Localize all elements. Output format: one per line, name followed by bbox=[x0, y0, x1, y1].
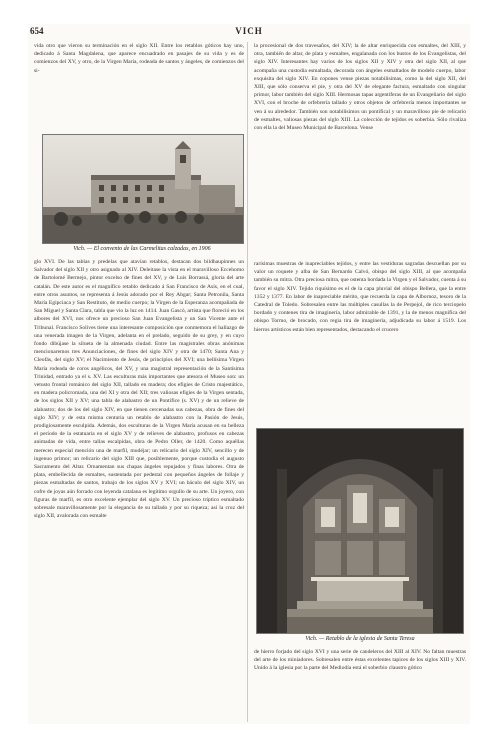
paragraph-col2-middle: rarísimas muestras de inapreciables tejidos, y entre las vestiduras sagradas descuellan por su valor un roquete y alba de San Bernardo Calvó, obispo del siglo XIII, al que acompaña también su mitra. Otra preciosa mitra, que ostenta bordada la Virgen y el Salvador, cuenta á su favor el siglo XIV. Tejido riquísimo es el de la capa pluvial del obispo Bellera, que la entre 1352 y 1377. En labor de inapreciable mérito, que recuerda la capa de Albornoz, tesoro de la Catedral de Toledo. Sobresalen entre las múltiples casullas la de Perpejol, de rico terciopelo bordado y contenes tira de imaginería, labor admirable de 1391, y la de menos magnífica del obispo Tormo, de brocado, con regia tira de imaginería, adjudicada su labor á 1519. Los hierros artísticos están bien representados, destacando el crucero bbox=[254, 261, 466, 333]
page-header bbox=[28, 26, 470, 38]
convent-photo bbox=[42, 134, 244, 244]
altar-illustration bbox=[257, 429, 463, 633]
paragraph-col2-bottom: de hierro forjado del siglo XVI y una serie de candeleros del XIII al XIV. No faltan muestras del arte de los miniadores. Sobresalen entre éstas excelentes tapices de los siglos XIII y XIV. Unido á la iglesia por la parte del Mediodía está el soberbio claustro gótico bbox=[254, 649, 466, 672]
convent-photo-caption: Vich. — El convento de las Carmelitas calzadas, en 1906 bbox=[73, 246, 211, 252]
convent-illustration bbox=[43, 135, 243, 243]
running-title: VICH bbox=[235, 26, 263, 36]
column-divider bbox=[247, 42, 248, 722]
paragraph-col1-top: vida otro que vieron su terminación en el siglo XII. Entre los retablos góticos hay uno, dedicado á Santa Magdalena, que aparece encuadrado en pasajes de su vida y es de comienzos del XV, y otro, de la Virgen María, rodeada de santos y ángeles, de comienzos del si- bbox=[34, 43, 244, 74]
paragraph-col1-main: glo XVI. De las tablas y predelas que atavían retablos, destacan dos bildhaupinnes un Salvador del siglo XII y otro asignado al XIV. Deleitase la vista en el maravilloso Eccehomo de Bartolomé Bermejo, pintor excelso de fines del XV, y de Luis Borrassá, gloria del arte catalán. De este autor es el magnífico retablo dedicado á San Francisco de Asís, en el cual, entre otros asuntos, se representa á Jesús adorado por el Rey Abgar; Santa Petronila, Santa María Egipciaca y San Restituto, de medio cuerpo; la Virgen de la Esperanza acompañada de San Miguel y Santa Clara, tabla que vio la luz en 1414. Juan Gascó, artista que floreció en los albores del XVI, nos ofrece un precioso San Juan Evangelista y un San Vicente ante el Tribunal. Francisco Solives tiene una interesante composición que conmemora el hallazgo de una venerada imagen de la Virgen, adelanta en el prelado, seguido de su grey, y en cuyo fondo dibújase la silueta de la almenada ciudad. Entre las magistrales obras anónimas mencionaremos tres Anunciaciones, de fines del siglo XIV y otra de 1470; Santa Ana y Cleofás, del siglo XV; el Nacimiento de Jesús, de principios del XVI; una bellísima Virgen María rodeada de coros angélicos, del XV, y una magistral representación de la Santísima Trinidad, entrado ya el s. XV. Las esculturas más importantes que atesora el Museo son: un vetusto frontal románico del siglo XII, tallado en madera; dos efigies de Cristo majestático, en madera policromada, una del XI y otra del XII; tres valiosas efigies de la Virgen sentada, de los siglos XII y XV; una tabla de alabastro de un Pontífice (s. XV) y de un relieve de alabastro; dos de los del siglo XIV, en que tienen cercenadas sus cabezas, obra de fines del siglo XIV; y de esta misma centuria un retablo de alabastro con la Pasión de Jesús, prodigiosamente esculpida. Además, dos esculturas de la Virgen María acusan en su belleza el período de la estatuaria en el siglo XV y de relieves de alabastro, profusos en cabezas animadas de vida, entre tallas escalpidas, obra de Pedro Oller, de 1420. Como aquéllas merecen especial mención una de marfil, mudéjar; un relicario del siglo XIV, sencillo y de ingenuo primor; un relicario del siglo XIII que, posiblemente, porque custodia el augusto Sacramento del Altar. Ornamentan sus chapas ángeles repujados y finas labores. Otra de plata, embellecida de esmaltes, sustentada por pedestal con pequeños ángeles de follaje y piezas esmaltadas de santos, trabajo de los siglos XV y XVI; un báculo del siglo XIV, un cofre de joyas aún forrado con leyenda catalana es legítimo orgullo de su arte. Un joyero, con figuras de marfil, es otro excelente ejemplar del siglo XV. Un precioso tríptico esmaltado sobresale maravillosamente por la elegancia de su tallado y por su riqueza; así la cruz del siglo XII, avalorada con esmalte bbox=[34, 259, 244, 520]
altar-photo-caption: Vich. — Retablo de la iglesia de Santa Teresa bbox=[305, 636, 415, 642]
page bbox=[28, 24, 470, 724]
altar-photo bbox=[256, 428, 464, 634]
paragraph-col2-top: la procesional de dos travesaños, del XIV; la de altar enriquecida con esmaltes, del XIII, y otra, también de altar, de plata y esmaltes, engalanada con los bustos de los Evangelistas, del siglo XIV. Interesantes hay varios de los siglos XII y XIV y otra del siglo XII, al que acompaña una custodia esmaltada, decorada con ángeles esmaltados de modelo cuerpo, labor exquisita del siglo XIV. En copones vense piezas notabilísimas, como la del siglo XII, del XIII, que sólo conserva el pie, y otra del XV de elegante factura, esmaltado con singular primor, labor también del siglo XIII. Hermosas tapas argentíferas de un Evangeliario del siglo XVI, con el broche de orfebrería tallado y otros objetos de orfebrería menos importantes se ven á su alrededor. También son notabilísimos un pontifical y un maravilloso pie de relicario de esmaltes, valiosas piezas del siglo XIII. La colección de tejidos es soberbia. Sólo rivaliza con ella la del Museo Municipal de Barcelona. Vense bbox=[254, 43, 466, 132]
page-number: 654 bbox=[30, 26, 44, 36]
